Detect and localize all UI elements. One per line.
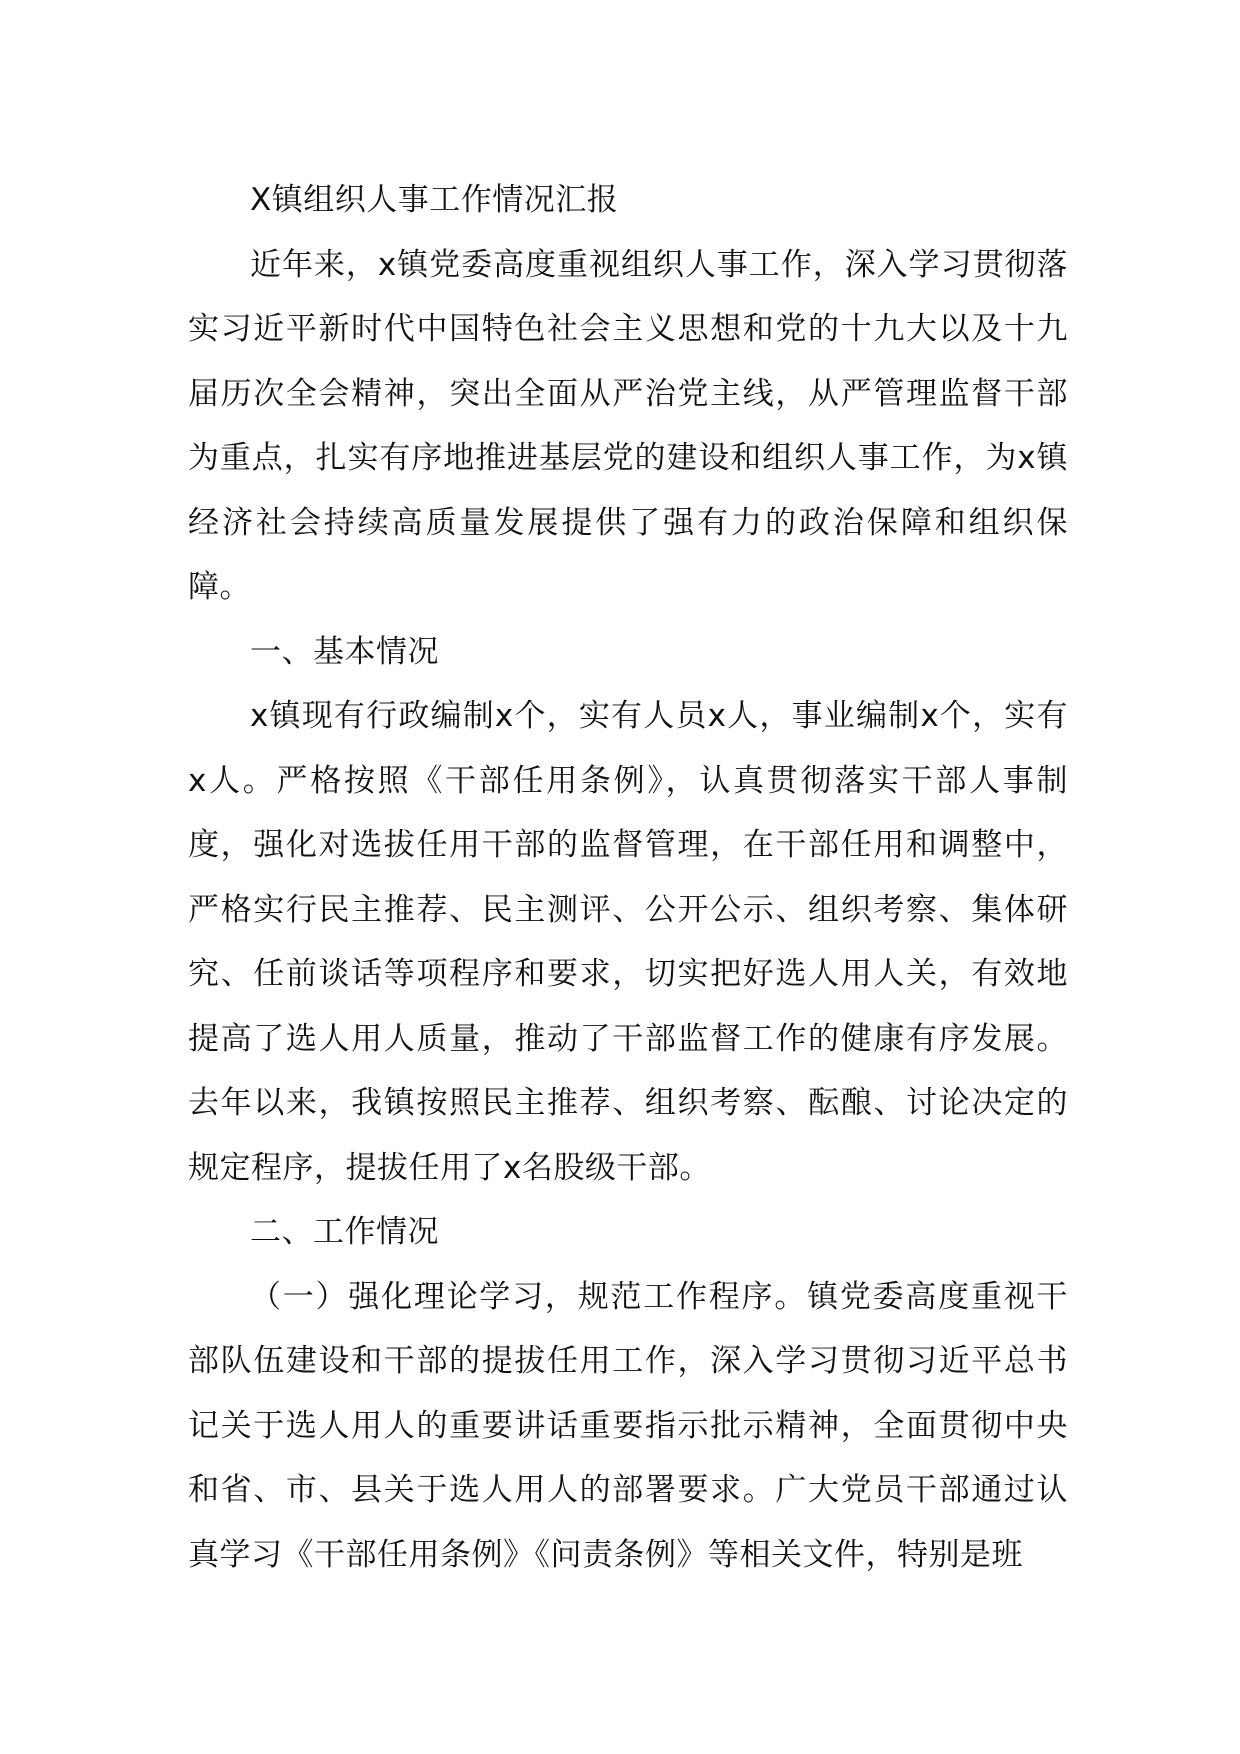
document-title: X镇组织人事工作情况汇报 bbox=[250, 182, 619, 218]
section-heading-basic-situation: 一、基本情况 bbox=[250, 633, 439, 670]
section-heading-work-situation: 二、工作情况 bbox=[250, 1214, 439, 1250]
paragraph-basic-situation: x镇现有行政编制x个，实有人员x人，事业编制x个，实有x人。严格按照《干部任用条例》，认真贯彻落实干部人事制度，强化对选拔任用干部的监督管理，在干部任用和调整中，严格实行民主推荐、民主测评、公开公示、组织考察、集体研究、任前谈话等项程序和要求，切实把好选人用人关，有效地提高了选人用人质量，推动了干部监督工作的健康有序发展。去年以来，我镇按照民主推荐、组织考察、酝酿、讨论决定的规定程序，提拔任用了x名股级干部。 bbox=[188, 698, 1068, 1186]
paragraph-work-situation-1: （一）强化理论学习，规范工作程序。镇党委高度重视干部队伍建设和干部的提拔任用工作，深入学习贯彻习近平总书记关于选人用人的重要讲话重要指示批示精神，全面贯彻中央和省、市、县关于选人用人的部署要求。广大党员干部通过认真学习《干部任用条例》《问责条例》等相关文件，特别是班 bbox=[188, 1278, 1068, 1573]
document-body bbox=[188, 168, 1068, 1587]
paragraph-intro: 近年来，x镇党委高度重视组织人事工作，深入学习贯彻落实习近平新时代中国特色社会主义思想和党的十九大以及十九届历次全会精神，突出全面从严治党主线，从严管理监督干部为重点，扎实有序地推进基层党的建设和组织人事工作，为x镇经济社会持续高质量发展提供了强有力的政治保障和组织保障。 bbox=[188, 246, 1068, 605]
